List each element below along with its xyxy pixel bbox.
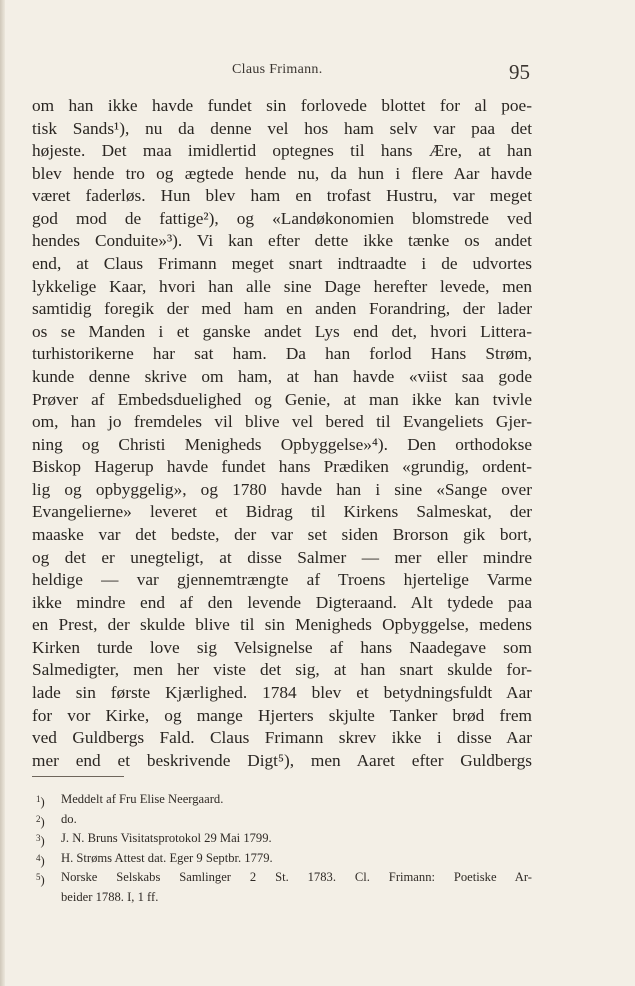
footnote	[36, 790, 532, 810]
footnote-text: Norske Selskabs Samlinger 2 St. 1783. Cl. Frimann: Poetiske Ar-	[61, 870, 532, 885]
text-line: om, han jo fremdeles vil blive vel bered til Evangeliets Gjer-	[32, 412, 532, 432]
text-line: Prøver af Embedsduelighed og Genie, at man ikke kan tvivle	[32, 389, 532, 409]
text-line: tisk Sands¹), nu da denne vel hos ham selv var paa det	[32, 118, 532, 138]
footnote	[36, 868, 532, 888]
footnote-text: Meddelt af Fru Elise Neergaard.	[61, 792, 224, 806]
text-line: kunde denne skrive om ham, at han havde «viist saa gode	[32, 366, 532, 386]
text-line: maaske var det bedste, der var set siden Brorson gik bort,	[32, 524, 532, 544]
footnote-text: H. Strøms Attest dat. Eger 9 Septbr. 1779.	[61, 850, 273, 865]
text-line: en Prest, der skulde blive til sin Menigheds Opbyggelse, medens	[32, 615, 532, 635]
footnote	[36, 829, 532, 849]
text-line: mer end et beskrivende Digt⁵), men Aaret efter Guldbergs	[32, 750, 532, 770]
text-line: Salmedigter, men her viste det sig, at han snart skulde for-	[32, 660, 532, 680]
page-edge-shadow	[0, 0, 5, 986]
text-line: ikke mindre end af den levende Digteraand. Alt tydede paa	[32, 592, 532, 612]
footnote-mark: $^2$)	[36, 813, 45, 829]
running-head: Claus Frimann.	[232, 62, 323, 77]
text-line: og det er unegteligt, at disse Salmer — mer eller mindre	[32, 547, 532, 567]
text-line: højeste. Det maa imidlertid optegnes til hans Ære, at han	[32, 141, 532, 161]
text-line: lykkelige Kaar, hvori han alle sine Dage herefter levede, men	[32, 276, 532, 296]
text-line: Evangelierne» leveret et Bidrag til Kirkens Salmeskat, der	[32, 502, 532, 522]
text-line: Kirken turde love sig Velsignelse af hans Naadegave som	[32, 637, 532, 657]
text-line: om han ikke havde fundet sin forlovede blottet for al poe-	[32, 96, 532, 115]
text-line: god mod de fattige²), og «Landøkonomien blomstrede ved	[32, 208, 532, 228]
body-text	[32, 95, 532, 772]
footnotes	[36, 790, 532, 908]
footnote-mark: $^4$)	[36, 852, 45, 868]
footnote-mark: $^3$)	[36, 833, 45, 849]
footnote-text: do.	[61, 811, 77, 826]
text-line: end, at Claus Frimann meget snart indtraadte i de udvortes	[32, 254, 532, 274]
footnote-text: J. N. Bruns Visitatsprotokol 29 Mai 1799.	[61, 831, 272, 846]
text-line: hendes Conduite»³). Vi kan efter dette ikke tænke os andet	[32, 231, 532, 251]
text-line: været faderløs. Hun blev ham en trofast Hustru, var meget	[32, 186, 532, 206]
text-line: lig og opbyggelig», og 1780 havde han i sine «Sange over	[32, 479, 532, 499]
text-line: for vor Kirke, og mange Hjerters skjulte Tanker brød frem	[32, 705, 532, 725]
text-line: samtidig foregik der med ham en anden Forandring, der lader	[32, 299, 532, 319]
page-number: 95	[509, 60, 530, 84]
text-line: ved Guldbergs Fald. Claus Frimann skrev ikke i disse Aar	[32, 728, 532, 748]
text-line: Biskop Hagerup havde fundet hans Prædiken «grundig, ordent-	[32, 457, 532, 477]
text-line: ning og Christi Menigheds Opbyggelse»⁴). Den orthodokse	[32, 434, 532, 454]
footnote	[36, 849, 532, 869]
footnote	[36, 810, 532, 830]
text-line: heldige — var gjennemtrængte af Troens hjertelige Varme	[32, 570, 532, 590]
text-line: turhistorikerne har sat ham. Da han forlod Hans Strøm,	[32, 344, 532, 364]
text-line: blev hende tro og ægtede hende nu, da hun i flere Aar havde	[32, 163, 532, 183]
footnote-continuation: beider 1788. I, 1 ff.	[61, 889, 159, 904]
footnote-rule	[32, 776, 124, 777]
footnote-mark: $^5$)	[36, 872, 45, 888]
text-line: os se Manden i et ganske andet Lys end det, hvori Littera-	[32, 321, 532, 341]
footnote-mark: $^1$)	[36, 794, 45, 809]
text-line: lade sin første Kjærlighed. 1784 blev et betydningsfuldt Aar	[32, 683, 532, 703]
